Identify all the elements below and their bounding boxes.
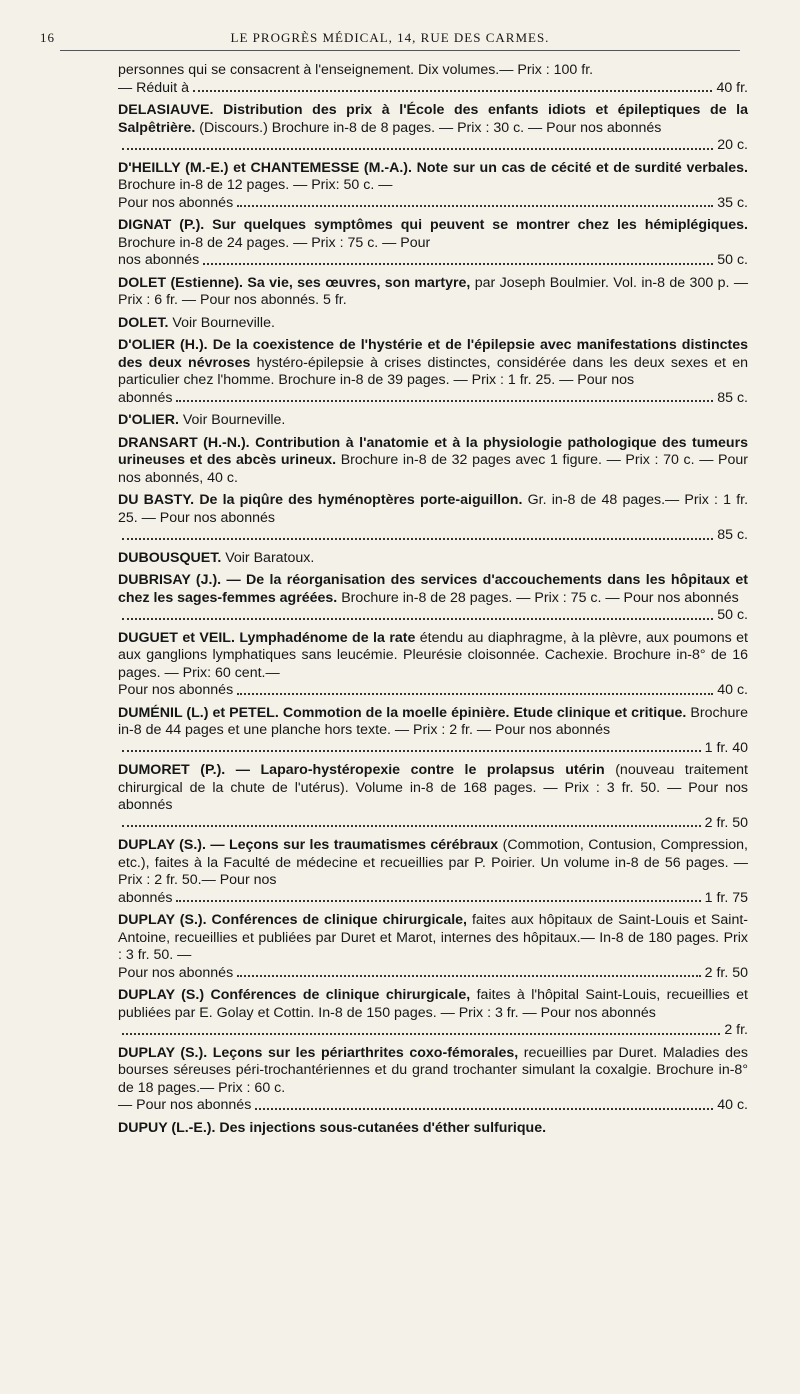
entry-body [118, 435, 748, 488]
dot-leader [255, 1097, 713, 1110]
entry-body [118, 315, 748, 333]
entry-price-label: abonnés [118, 889, 173, 906]
entry-body [118, 550, 748, 568]
entry-body [118, 630, 748, 683]
entry-description: (nouveau traitement chirurgical de la chute de l'utérus). Volume in-8 de 168 pages. — Prix : 3 fr. 50. — Pour nos abonnés [118, 762, 748, 813]
entry-description: Brochure in-8 de 28 pages. — Prix : 75 c. — Pour nos abonnés [341, 589, 739, 606]
entry-price-label: nos abonnés [118, 252, 200, 268]
catalogue-entry [118, 435, 748, 488]
header-rule [60, 50, 740, 51]
entry-price-line [118, 1097, 748, 1115]
entry-price-line [118, 390, 748, 408]
entry-price-line [118, 965, 748, 983]
entry-price: 20 c. [717, 137, 748, 153]
entry-author: DRANSART (H.-N.). [118, 434, 256, 451]
dot-leader [122, 1022, 720, 1035]
entry-author: D'OLIER (H.). [118, 337, 213, 353]
entry-price-line [118, 195, 748, 213]
entry-author: DUBRISAY (J.). [118, 572, 227, 588]
catalogue-entry [118, 275, 748, 310]
dot-leader [122, 527, 713, 540]
entry-body [118, 492, 748, 527]
catalogue-entry [118, 217, 748, 270]
entry-title: — De la réorganisation des services d'accouchements dans les hôpitaux et chez les sages-femmes agréées. [118, 572, 748, 606]
entry-description: (Commotion, Contusion, Compression, etc.), faites à la Faculté de médecine et recueillies par P. Poirier. Un volume in-8 de 56 pages. — Prix : 2 fr. 50.— Pour nos [118, 837, 748, 888]
entry-body [118, 762, 748, 815]
catalogue-entry [118, 160, 748, 213]
entry-price-label: — Réduit à [118, 79, 189, 96]
entry-price: 85 c. [717, 527, 748, 543]
page-number: 16 [40, 30, 55, 45]
entry-body [118, 837, 748, 890]
catalogue-entry [118, 912, 748, 982]
entry-price: 2 fr. 50 [704, 814, 748, 831]
dot-leader [176, 390, 713, 403]
entry-author: DU BASTY. [118, 492, 200, 508]
entry-title: Leçons sur les périarthrites coxo-fémorales, [212, 1044, 524, 1061]
entry-body [118, 217, 748, 252]
entry-title: Note sur un cas de cécité et de surdité verbales. [416, 159, 748, 176]
dot-leader [193, 80, 712, 93]
entry-description: hystéro-épilepsie à crises distinctes, considérée dans les deux sexes et en particulier chez l'homme. Brochure in-8 de 39 pages. — Prix : 1 fr. 25. — Pour nos [118, 354, 748, 388]
entry-price-line [118, 137, 748, 155]
entry-description: faites aux hôpitaux de Saint-Louis et Saint-Antoine, recueillies et publiées par Duret et Marot, internes des hôpitaux.— In-8 de 180 pages. Prix : 3 fr. 50. — [118, 912, 748, 963]
entry-author: DOLET (Estienne). [118, 274, 248, 291]
running-header [40, 30, 740, 50]
dot-leader [203, 252, 713, 265]
entry-title: Contribution à l'anatomie et à la physiologie pathologique des tumeurs urineuses et des abcès urineux. [118, 434, 748, 468]
entry-price: 1 fr. 40 [704, 739, 748, 756]
entry-title: — Leçons sur les traumatismes cérébraux [210, 837, 503, 853]
catalogue-entry [118, 837, 748, 907]
entry-description: recueillies par Duret. Maladies des bourses séreuses péri-trochantériennes et du grand trochanter simulant la coxalgie. Brochure in-8° de 18 pages.— Prix : 60 c. [118, 1044, 748, 1096]
entry-title: De la coexistence de l'hystérie et de l'épilepsie avec manifestations distinctes des deux névroses [118, 337, 749, 371]
dot-leader [237, 682, 713, 695]
entry-price: 35 c. [717, 194, 748, 211]
entry-body [118, 912, 748, 965]
entry-description: Gr. in-8 de 48 pages.— Prix : 1 fr. 25. — Pour nos abonnés [118, 492, 749, 526]
catalogue-entry [118, 412, 748, 430]
catalogue-entry [118, 1120, 748, 1138]
entry-title: — Laparo-hystéropexie contre le prolapsus utérin [235, 762, 616, 778]
entry-price: 50 c. [717, 607, 748, 623]
entry-price-label: — Pour nos abonnés [118, 1097, 252, 1113]
entry-author: DUBOUSQUET. [118, 549, 226, 566]
entry-description: Voir Baratoux. [225, 549, 315, 566]
entry-author: DUMÉNIL (L.) et PETEL. [118, 704, 283, 721]
entry-price: 1 fr. 75 [704, 889, 748, 906]
entry-price: 40 fr. [716, 79, 748, 96]
catalogue-entry [118, 1045, 748, 1115]
dot-leader [122, 815, 701, 828]
entry-price-line [118, 890, 748, 908]
entry-description: faites à l'hôpital Saint-Louis, recueillies et publiées par E. Golay et Cottin. In-8 de 150 pages. — Prix : 3 fr. — Pour nos abonnés [118, 987, 748, 1021]
dot-leader [122, 740, 701, 753]
entry-description: Brochure in-8 de 12 pages. — Prix: 50 c. — [118, 177, 393, 193]
entry-body [118, 102, 748, 137]
entry-author: DUPLAY (S.). [118, 837, 211, 853]
entry-description: personnes qui se consacrent à l'enseignement. Dix volumes.— Prix : 100 fr. [118, 62, 594, 78]
entry-title: Distribution des prix à l'École des enfants idiots et épileptiques de la Salpêtrière. [118, 102, 748, 136]
entry-price: 50 c. [717, 252, 748, 268]
entry-body [118, 572, 748, 607]
entry-body [118, 412, 748, 430]
entry-price-line [118, 527, 748, 545]
entry-description: Brochure in-8 de 44 pages et une planche hors texte. — Prix : 2 fr. — Pour nos abonnés [118, 704, 748, 738]
entry-price-label: Pour nos abonnés [118, 964, 234, 981]
catalogue-entries [118, 62, 748, 1142]
entry-title: Sur quelques symptômes qui peuvent se montrer chez les hémiplégiques. [212, 217, 748, 233]
catalogue-entry [118, 492, 748, 545]
dot-leader [237, 965, 700, 978]
entry-title: Sa vie, ses œuvres, son martyre, [247, 274, 475, 291]
entry-description: Brochure in-8 de 24 pages. — Prix : 75 c. — Pour [118, 234, 431, 251]
entry-body [118, 160, 748, 195]
catalogue-entry [118, 987, 748, 1040]
entry-description: par Joseph Boulmier. Vol. in-8 de 300 p. — Prix : 6 fr. — Pour nos abonnés. 5 fr. [118, 274, 749, 308]
entry-author: DUPLAY (S.). [118, 1044, 213, 1061]
entry-price-line [118, 607, 748, 625]
entry-title: De la piqûre des hyménoptères porte-aiguillon. [199, 492, 528, 508]
entry-body [118, 1045, 748, 1098]
entry-author: DIGNAT (P.). [118, 217, 213, 233]
entry-description: Voir Bourneville. [182, 412, 286, 428]
catalogue-entry [118, 705, 748, 758]
catalogue-entry [118, 337, 748, 407]
catalogue-entry [118, 630, 748, 700]
entry-price-line [118, 252, 748, 270]
dot-leader [122, 137, 713, 150]
catalogue-entry [118, 762, 748, 832]
entry-author: D'HEILLY (M.-E.) et CHANTEMESSE (M.-A.). [118, 159, 417, 176]
catalogue-entry [118, 315, 748, 333]
entry-description: étendu au diaphragme, à la plèvre, aux poumons et aux ganglions lymphatiques sans leucémie. Pleurésie cloisonnée. Cachexie. Brochure in-8° de 16 pages. — Prix: 60 cent.— [118, 629, 748, 681]
catalogue-entry [118, 550, 748, 568]
entry-author: DUPLAY (S.) [118, 987, 211, 1003]
entry-title: Conférences de clinique chirurgicale, [211, 912, 472, 928]
entry-price-line [118, 1022, 748, 1040]
entry-title: Commotion de la moelle épinière. Etude clinique et critique. [282, 704, 691, 721]
entry-body [118, 705, 748, 740]
entry-price: 2 fr. 50 [704, 964, 748, 981]
dot-leader [122, 607, 713, 620]
catalogue-entry [118, 102, 748, 155]
entry-price-line [118, 80, 748, 98]
entry-body [118, 1120, 748, 1138]
entry-author: DUPUY (L.-E.). [118, 1119, 220, 1136]
dot-leader [237, 195, 713, 208]
entry-author: DUMORET (P.). [118, 762, 236, 778]
entry-price-line [118, 815, 748, 833]
catalogue-entry [118, 572, 748, 625]
catalogue-entry [118, 62, 748, 97]
entry-author: DUPLAY (S.). [118, 912, 212, 928]
entry-author: DUGUET et VEIL. [118, 629, 240, 646]
entry-body [118, 62, 748, 80]
entry-author: D'OLIER. [118, 412, 183, 428]
entry-author: DELASIAUVE. [118, 102, 223, 118]
entry-body [118, 337, 748, 390]
entry-price-label: Pour nos abonnés [118, 682, 234, 698]
entry-description: Voir Bourneville. [172, 314, 275, 331]
dot-leader [176, 890, 700, 903]
entry-author: DOLET. [118, 314, 173, 331]
entry-price-label: Pour nos abonnés [118, 194, 234, 211]
entry-title: Des injections sous-cutanées d'éther sulfurique. [219, 1119, 547, 1136]
entry-description: Brochure in-8 de 32 pages avec 1 figure. — Prix : 70 c. — Pour nos abonnés, 40 c. [118, 452, 748, 486]
entry-price: 40 c. [717, 682, 748, 698]
entry-price: 85 c. [717, 389, 748, 406]
entry-price: 40 c. [717, 1097, 748, 1113]
entry-title: Lymphadénome de la rate [239, 629, 420, 646]
entry-body [118, 987, 748, 1022]
entry-body [118, 275, 748, 310]
entry-price-line [118, 740, 748, 758]
entry-description: (Discours.) Brochure in-8 de 8 pages. — Prix : 30 c. — Pour nos abonnés [199, 119, 662, 136]
running-title: LE PROGRÈS MÉDICAL, 14, RUE DES CARMES. [230, 30, 550, 45]
entry-price: 2 fr. [724, 1022, 748, 1038]
entry-price-line [118, 682, 748, 700]
entry-price-label: abonnés [118, 389, 173, 406]
entry-title: Conférences de clinique chirurgicale, [210, 987, 477, 1003]
